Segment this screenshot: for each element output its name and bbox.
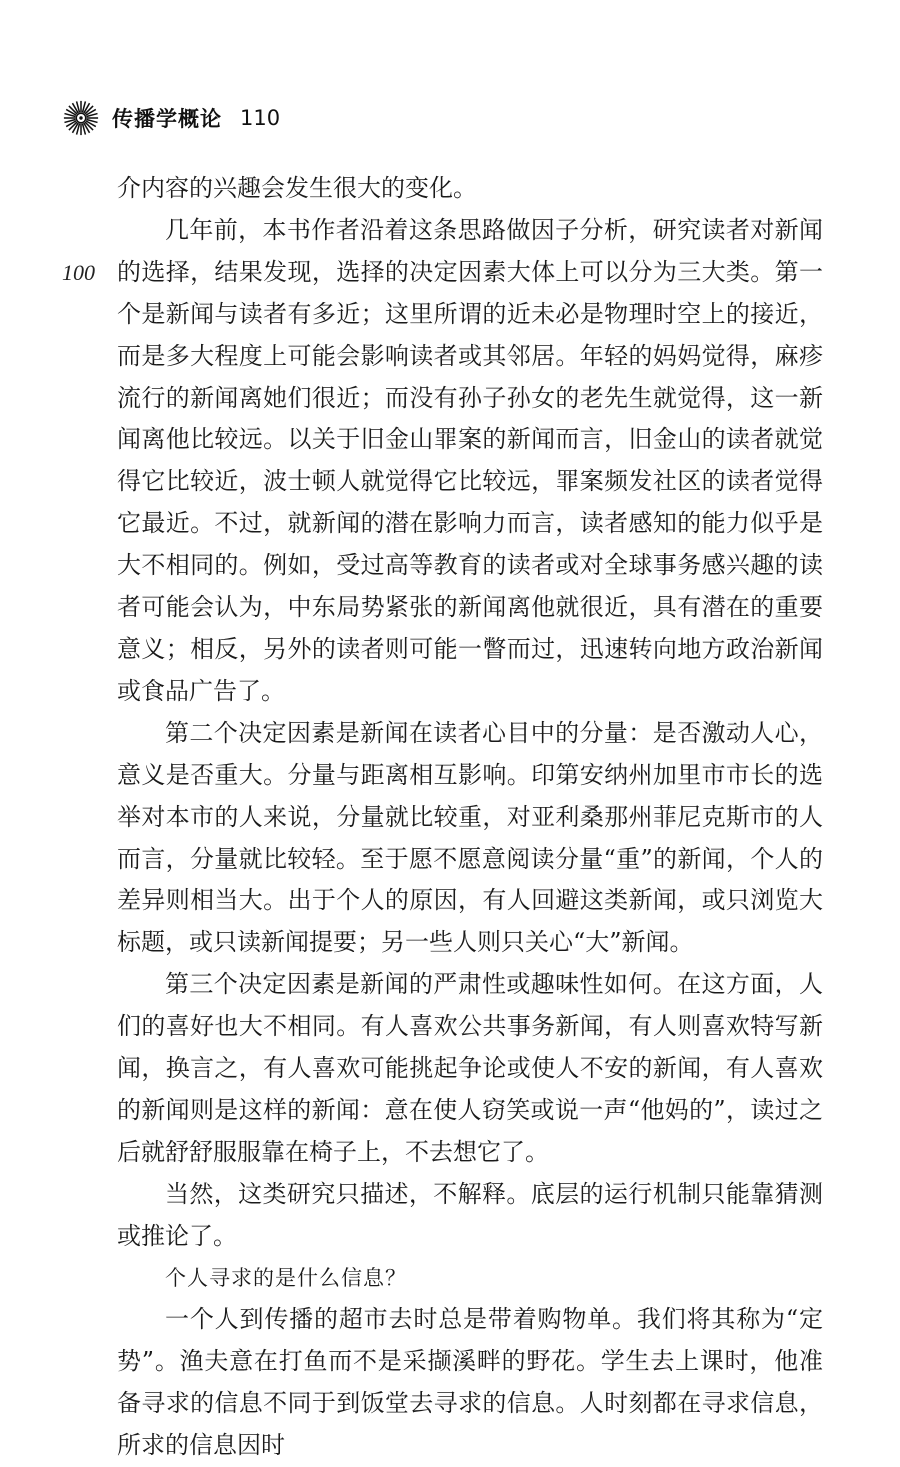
running-header — [62, 96, 280, 140]
paragraph: 第三个决定因素是新闻的严肃性或趣味性如何。在这方面，人们的喜好也大不相同。有人喜欢公共事务新闻，有人则喜欢特写新闻，换言之，有人喜欢可能挑起争论或使人不安的新闻，有人喜欢的新闻则是这样的新闻：意在使人窃笑或说一声“他妈的”，读过之后就舒舒服服靠在椅子上，不去想它了。 — [117, 970, 823, 1166]
paragraph: 一个人到传播的超市去时总是带着购物单。我们将其称为“定势”。渔夫意在打鱼而不是采撷溪畔的野花。学生去上课时，他准备寻求的信息不同于到饭堂去寻求的信息。人时刻都在寻求信息，所求的信息因时 — [117, 1305, 823, 1460]
paragraph: 当然，这类研究只描述，不解释。底层的运行机制只能靠猜测或推论了。 — [117, 1179, 823, 1250]
body-text — [117, 168, 823, 1467]
section-heading: 个人寻求的是什么信息？ — [165, 1265, 407, 1290]
page-number: 110 — [240, 106, 281, 130]
running-title: 传播学概论 — [112, 107, 222, 131]
paragraph: 几年前，本书作者沿着这条思路做因子分析，研究读者对新闻的选择，结果发现，选择的决定因素大体上可以分为三大类。第一个是新闻与读者有多近；这里所谓的近未必是物理时空上的接近，而是多大程度上可能会影响读者或其邻居。年轻的妈妈觉得，麻疹流行的新闻离她们很近；而没有孙子孙女的老先生就觉得，这一新闻离他比较远。以关于旧金山罪案的新闻而言，旧金山的读者就觉得它比较近，波士顿人就觉得它比较远，罪案频发社区的读者觉得它最近。不过，就新闻的潜在影响力而言，读者感知的能力似乎是大不相同的。例如，受过高等教育的读者或对全球事务感兴趣的读者可能会认为，中东局势紧张的新闻离他就很近，具有潜在的重要意义；相反，另外的读者则可能一瞥而过，迅速转向地方政治新闻或食品广告了。 — [117, 215, 823, 705]
margin-page-reference: 100 — [62, 260, 95, 285]
sunburst-ornament-icon — [62, 99, 100, 137]
paragraph-continuation: 介内容的兴趣会发生很大的变化。 — [117, 174, 477, 202]
paragraph: 第二个决定因素是新闻在读者心目中的分量：是否激动人心，意义是否重大。分量与距离相互影响。印第安纳州加里市市长的选举对本市的人来说，分量就比较重，对亚利桑那州菲尼克斯市的人而言，分量就比较轻。至于愿不愿意阅读分量“重”的新闻，个人的差异则相当大。出于个人的原因，有人回避这类新闻，或只浏览大标题，或只读新闻提要；另一些人则只关心“大”新闻。 — [117, 718, 823, 957]
